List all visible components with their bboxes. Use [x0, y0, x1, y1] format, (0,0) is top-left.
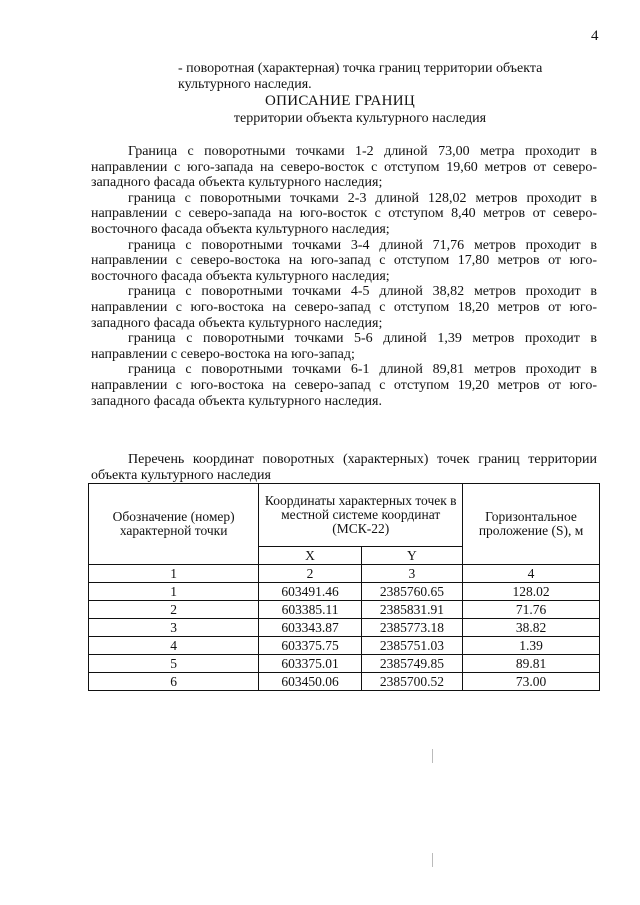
- boundary-paragraph: граница с поворотными точками 6-1 длиной 89,81 метров проходит в направлении с юго-востока на северо-запад с отступом 19,20 метров от юго-западного фасада объекта культурного наследия.: [91, 362, 597, 409]
- table-row: [89, 619, 600, 637]
- table-intro: Перечень координат поворотных (характерных) точек границ территории объекта культурного наследия: [91, 452, 597, 483]
- point-cell: 4: [89, 637, 259, 655]
- y-cell: 2385760.65: [361, 583, 462, 601]
- x-cell: 603375.01: [259, 655, 361, 673]
- table-row: [89, 655, 600, 673]
- x-cell: 603450.06: [259, 673, 361, 691]
- x-cell: 603385.11: [259, 601, 361, 619]
- legend-text: [178, 61, 598, 93]
- s-cell: 71.76: [463, 601, 600, 619]
- table-row: [89, 673, 600, 691]
- legend-line-2: культурного наследия.: [178, 77, 312, 92]
- point-cell: 3: [89, 619, 259, 637]
- s-cell: 38.82: [463, 619, 600, 637]
- x-cell: 603343.87: [259, 619, 361, 637]
- column-number: 1: [89, 565, 259, 583]
- table-row: [89, 601, 600, 619]
- scan-mark: [432, 853, 433, 867]
- header-y: Y: [361, 547, 462, 565]
- boundary-paragraph: граница с поворотными точками 2-3 длиной 128,02 метров проходит в направлении с северо-запада на юго-восток с отступом 8,40 метров от северо-восточного фасада объекта культурного наследия;: [91, 190, 597, 237]
- x-cell: 603375.75: [259, 637, 361, 655]
- y-cell: 2385700.52: [361, 673, 462, 691]
- table-column-numbers: [89, 565, 600, 583]
- table-header-row: [89, 484, 600, 547]
- point-cell: 2: [89, 601, 259, 619]
- x-cell: 603491.46: [259, 583, 361, 601]
- table-row: [89, 637, 600, 655]
- header-x: X: [259, 547, 361, 565]
- column-number: 3: [361, 565, 462, 583]
- page-number: 4: [591, 28, 599, 44]
- boundary-paragraph: граница с поворотными точками 3-4 длиной 71,76 метров проходит в направлении с северо-востока на юго-запад с отступом 17,80 метров от юго-восточного фасада объекта культурного наследия;: [91, 237, 597, 284]
- y-cell: 2385751.03: [361, 637, 462, 655]
- y-cell: 2385831.91: [361, 601, 462, 619]
- header-coords: Координаты характерных точек в местной системе координат (МСК-22): [259, 484, 463, 547]
- boundary-paragraph: граница с поворотными точками 5-6 длиной 1,39 метров проходит в направлении с северо-востока на юго-запад;: [91, 331, 597, 362]
- column-number: 4: [463, 565, 600, 583]
- y-cell: 2385773.18: [361, 619, 462, 637]
- header-distance: Горизонтальное проложение (S), м: [463, 484, 600, 565]
- table-row: [89, 583, 600, 601]
- column-number: 2: [259, 565, 361, 583]
- point-cell: 5: [89, 655, 259, 673]
- header-point: Обозначение (номер) характерной точки: [89, 484, 259, 565]
- boundary-paragraph: граница с поворотными точками 4-5 длиной 38,82 метров проходит в направлении с юго-востока на северо-запад с отступом 18,20 метров от юго-западного фасада объекта культурного наследия;: [91, 284, 597, 331]
- point-cell: 1: [89, 583, 259, 601]
- s-cell: 73.00: [463, 673, 600, 691]
- section-heading: ОПИСАНИЕ ГРАНИЦ: [264, 93, 416, 109]
- s-cell: 89.81: [463, 655, 600, 673]
- boundary-description: [91, 144, 597, 409]
- s-cell: 1.39: [463, 637, 600, 655]
- s-cell: 128.02: [463, 583, 600, 601]
- y-cell: 2385749.85: [361, 655, 462, 673]
- coordinates-table: [88, 483, 600, 691]
- boundary-paragraph: Граница с поворотными точками 1-2 длиной 73,00 метра проходит в направлении с юго-запада на северо-восток с отступом 19,60 метров от северо-западного фасада объекта культурного наследия;: [91, 144, 597, 191]
- section-subheading: территории объекта культурного наследия: [233, 111, 487, 126]
- legend-line-1: - поворотная (характерная) точка границ территории объекта: [178, 61, 543, 76]
- point-cell: 6: [89, 673, 259, 691]
- scan-mark: [432, 749, 433, 763]
